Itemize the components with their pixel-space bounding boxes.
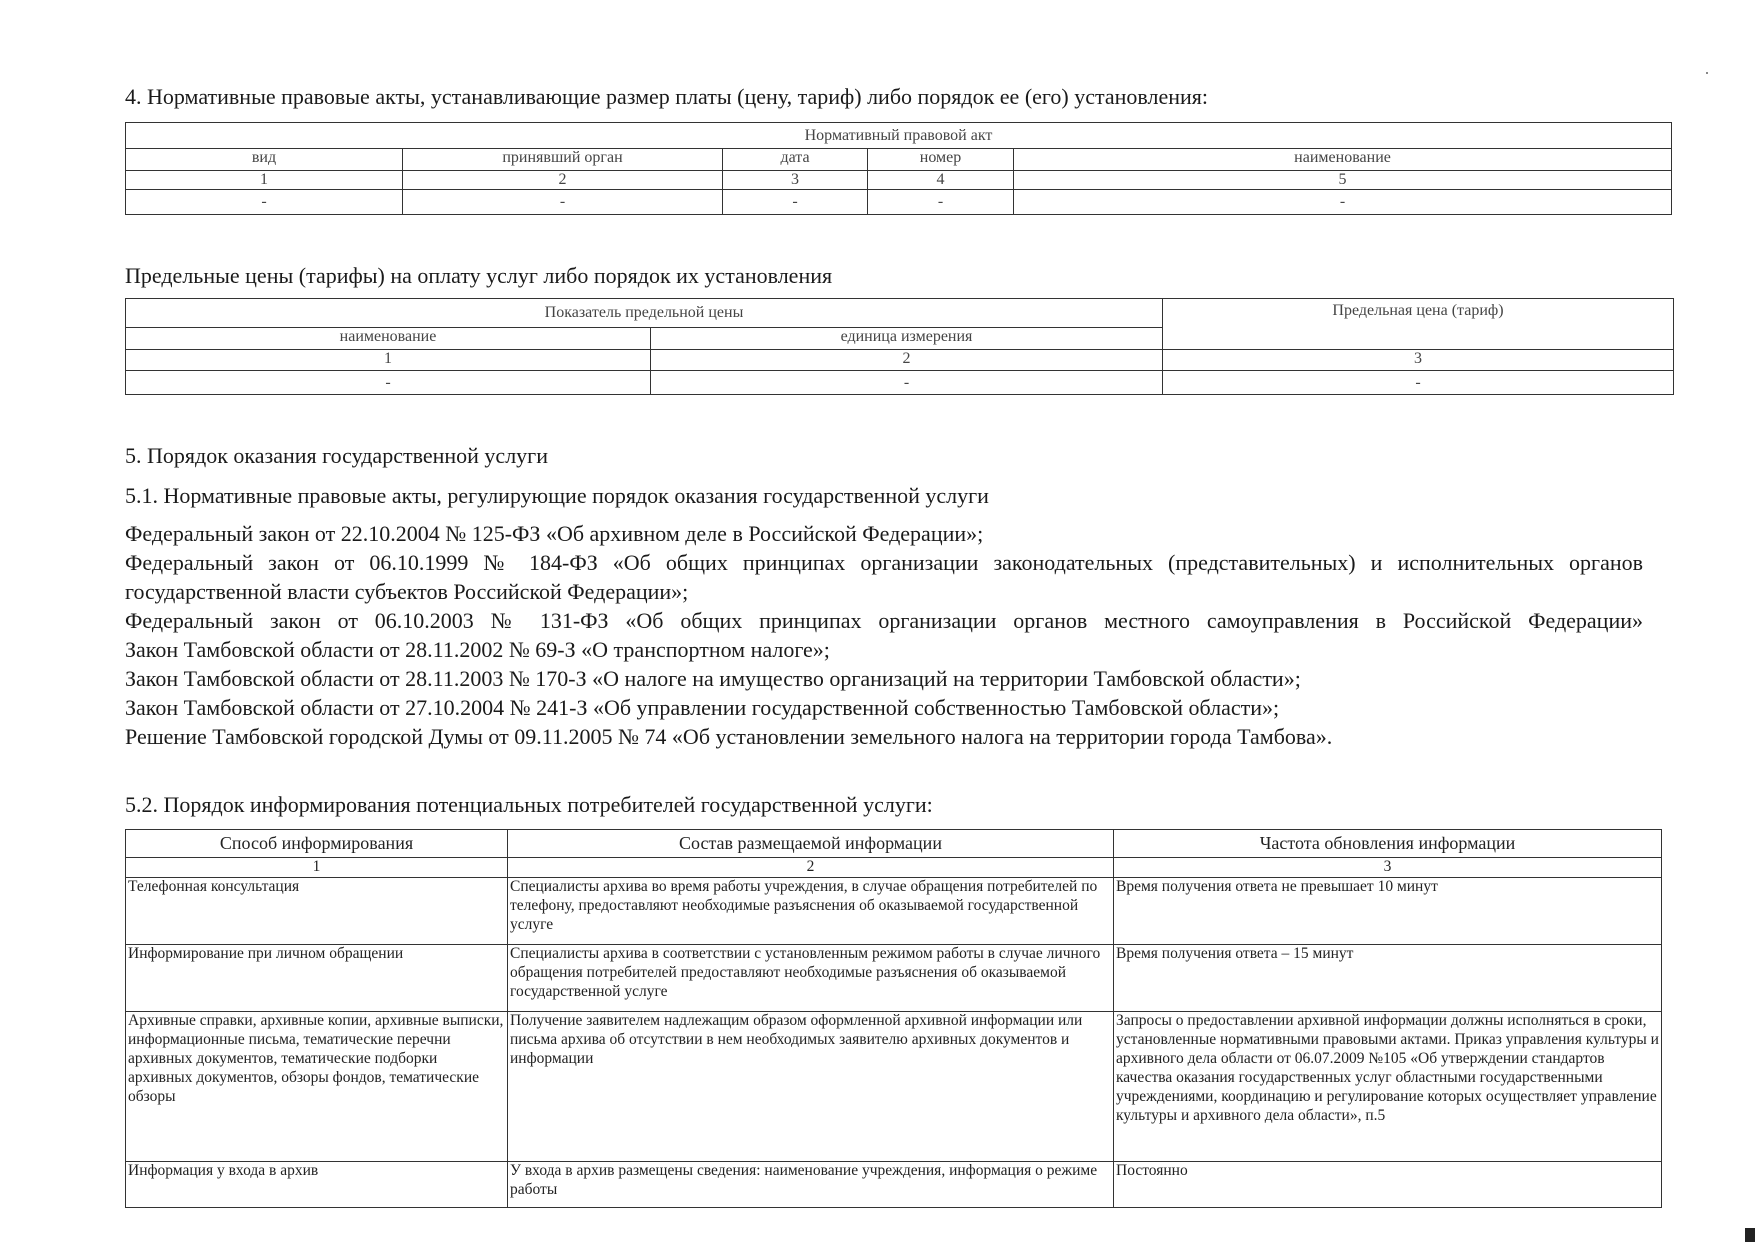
column-number: 3 <box>1114 858 1662 878</box>
column-header-authority: принявший орган <box>403 149 723 171</box>
law-item: Закон Тамбовской области от 27.10.2004 № 241-З «Об управлении государственной собственностью Тамбовской области»; <box>125 695 1280 720</box>
table-row <box>126 945 1662 1012</box>
table-cell: - <box>126 190 403 215</box>
column-number: 5 <box>1014 171 1672 190</box>
content-cell: Специалисты архива в соответствии с установленным режимом работы в случае личного обращения потребителей предоставляют необходимые разъяснения об оказываемой государственной услуге <box>508 945 1114 1012</box>
method-cell: Информирование при личном обращении <box>126 945 508 1012</box>
table-cell: - <box>403 190 723 215</box>
law-item: Закон Тамбовской области от 28.11.2002 № 69-З «О транспортном налоге»; <box>125 637 830 662</box>
table-cell: - <box>126 371 651 395</box>
column-number: 3 <box>1163 350 1674 371</box>
column-header-frequency: Частота обновления информации <box>1114 830 1662 858</box>
legal-acts-group-header: Нормативный правовой акт <box>126 123 1672 149</box>
content-cell: Получение заявителем надлежащим образом оформленной архивной информации или письма архива об отсутствии в нем необходимых заявителю архивных документов и информации <box>508 1012 1114 1162</box>
column-header-name: наименование <box>1014 149 1672 171</box>
table-cell: - <box>1014 190 1672 215</box>
content-cell: Специалисты архива во время работы учреждения, в случае обращения потребителей по телефону, предоставляют необходимые разъяснения об оказываемой государственной услуге <box>508 878 1114 945</box>
column-number: 3 <box>723 171 868 190</box>
method-cell: Информация у входа в архив <box>126 1162 508 1208</box>
frequency-cell: Время получения ответа не превышает 10 минут <box>1114 878 1662 945</box>
method-cell: Архивные справки, архивные копии, архивные выписки, информационные письма, тематические перечни архивных документов, тематические подборки архивных документов, обзоры фондов, тематические обзоры <box>126 1012 508 1162</box>
law-item: Решение Тамбовской городской Думы от 09.11.2005 № 74 «Об установлении земельного налога на территории города Тамбова». <box>125 724 1333 749</box>
limit-price-group-header: Показатель предельной цены <box>126 299 1163 328</box>
table-cell: - <box>868 190 1014 215</box>
column-number: 2 <box>403 171 723 190</box>
frequency-cell: Постоянно <box>1114 1162 1662 1208</box>
legal-acts-table <box>125 122 1672 215</box>
table-cell: - <box>651 371 1163 395</box>
method-cell: Телефонная консультация <box>126 878 508 945</box>
column-header-date: дата <box>723 149 868 171</box>
scan-mark <box>1706 72 1708 74</box>
law-item: Федеральный закон от 06.10.1999 № 184-ФЗ «Об общих принципах организации законодательных (представительных) и исполнительных органов государственной власти субъектов Российской Федерации»; <box>125 550 1643 604</box>
table-row <box>126 1012 1662 1162</box>
column-header-unit: единица измерения <box>651 328 1163 350</box>
section5-2-heading: 5.2. Порядок информирования потенциальных потребителей государственной услуги: <box>125 792 933 817</box>
law-item: Федеральный закон от 06.10.2003 № 131-ФЗ «Об общих принципах организации органов местного самоуправления в Российской Федерации» <box>125 608 1643 633</box>
section5-1-heading: 5.1. Нормативные правовые акты, регулирующие порядок оказания государственной услуги <box>125 483 989 508</box>
column-header-type: вид <box>126 149 403 171</box>
frequency-cell: Запросы о предоставлении архивной информации должны исполняться в сроки, установленные нормативными правовыми актами. Приказ управления культуры и архивного дела области от 06.07.2009 №105 «Об утверждении стандартов качества оказания государственных услуг областными государственными учреждениями, координацию и регулирование которых осуществляет управление культуры и архивного дела области», п.5 <box>1114 1012 1662 1162</box>
table-row <box>126 878 1662 945</box>
law-item: Федеральный закон от 22.10.2004 № 125-ФЗ «Об архивном деле в Российской Федерации»; <box>125 521 984 546</box>
table-cell: - <box>1163 371 1674 395</box>
table-row <box>126 1162 1662 1208</box>
column-number: 1 <box>126 350 651 371</box>
column-number: 2 <box>651 350 1163 371</box>
column-header-content: Состав размещаемой информации <box>508 830 1114 858</box>
column-number: 1 <box>126 171 403 190</box>
column-header-name: наименование <box>126 328 651 350</box>
column-number: 1 <box>126 858 508 878</box>
limit-price-header: Предельная цена (тариф) <box>1163 299 1674 350</box>
content-cell: У входа в архив размещены сведения: наименование учреждения, информация о режиме работы <box>508 1162 1114 1208</box>
column-header-method: Способ информирования <box>126 830 508 858</box>
section4-heading: 4. Нормативные правовые акты, устанавливающие размер платы (цену, тариф) либо порядок ее (его) установления: <box>125 84 1209 109</box>
column-number: 4 <box>868 171 1014 190</box>
limit-prices-heading: Предельные цены (тарифы) на оплату услуг либо порядок их установления <box>125 263 833 288</box>
limit-prices-table <box>125 298 1674 395</box>
column-header-number: номер <box>868 149 1014 171</box>
law-item: Закон Тамбовской области от 28.11.2003 № 170-З «О налоге на имущество организаций на территории Тамбовской области»; <box>125 666 1301 691</box>
legal-acts-list <box>125 519 1643 751</box>
column-number: 2 <box>508 858 1114 878</box>
section5-heading: 5. Порядок оказания государственной услуги <box>125 443 548 468</box>
informing-table <box>125 829 1662 1208</box>
scan-mark <box>1745 1228 1755 1242</box>
table-cell: - <box>723 190 868 215</box>
frequency-cell: Время получения ответа – 15 минут <box>1114 945 1662 1012</box>
